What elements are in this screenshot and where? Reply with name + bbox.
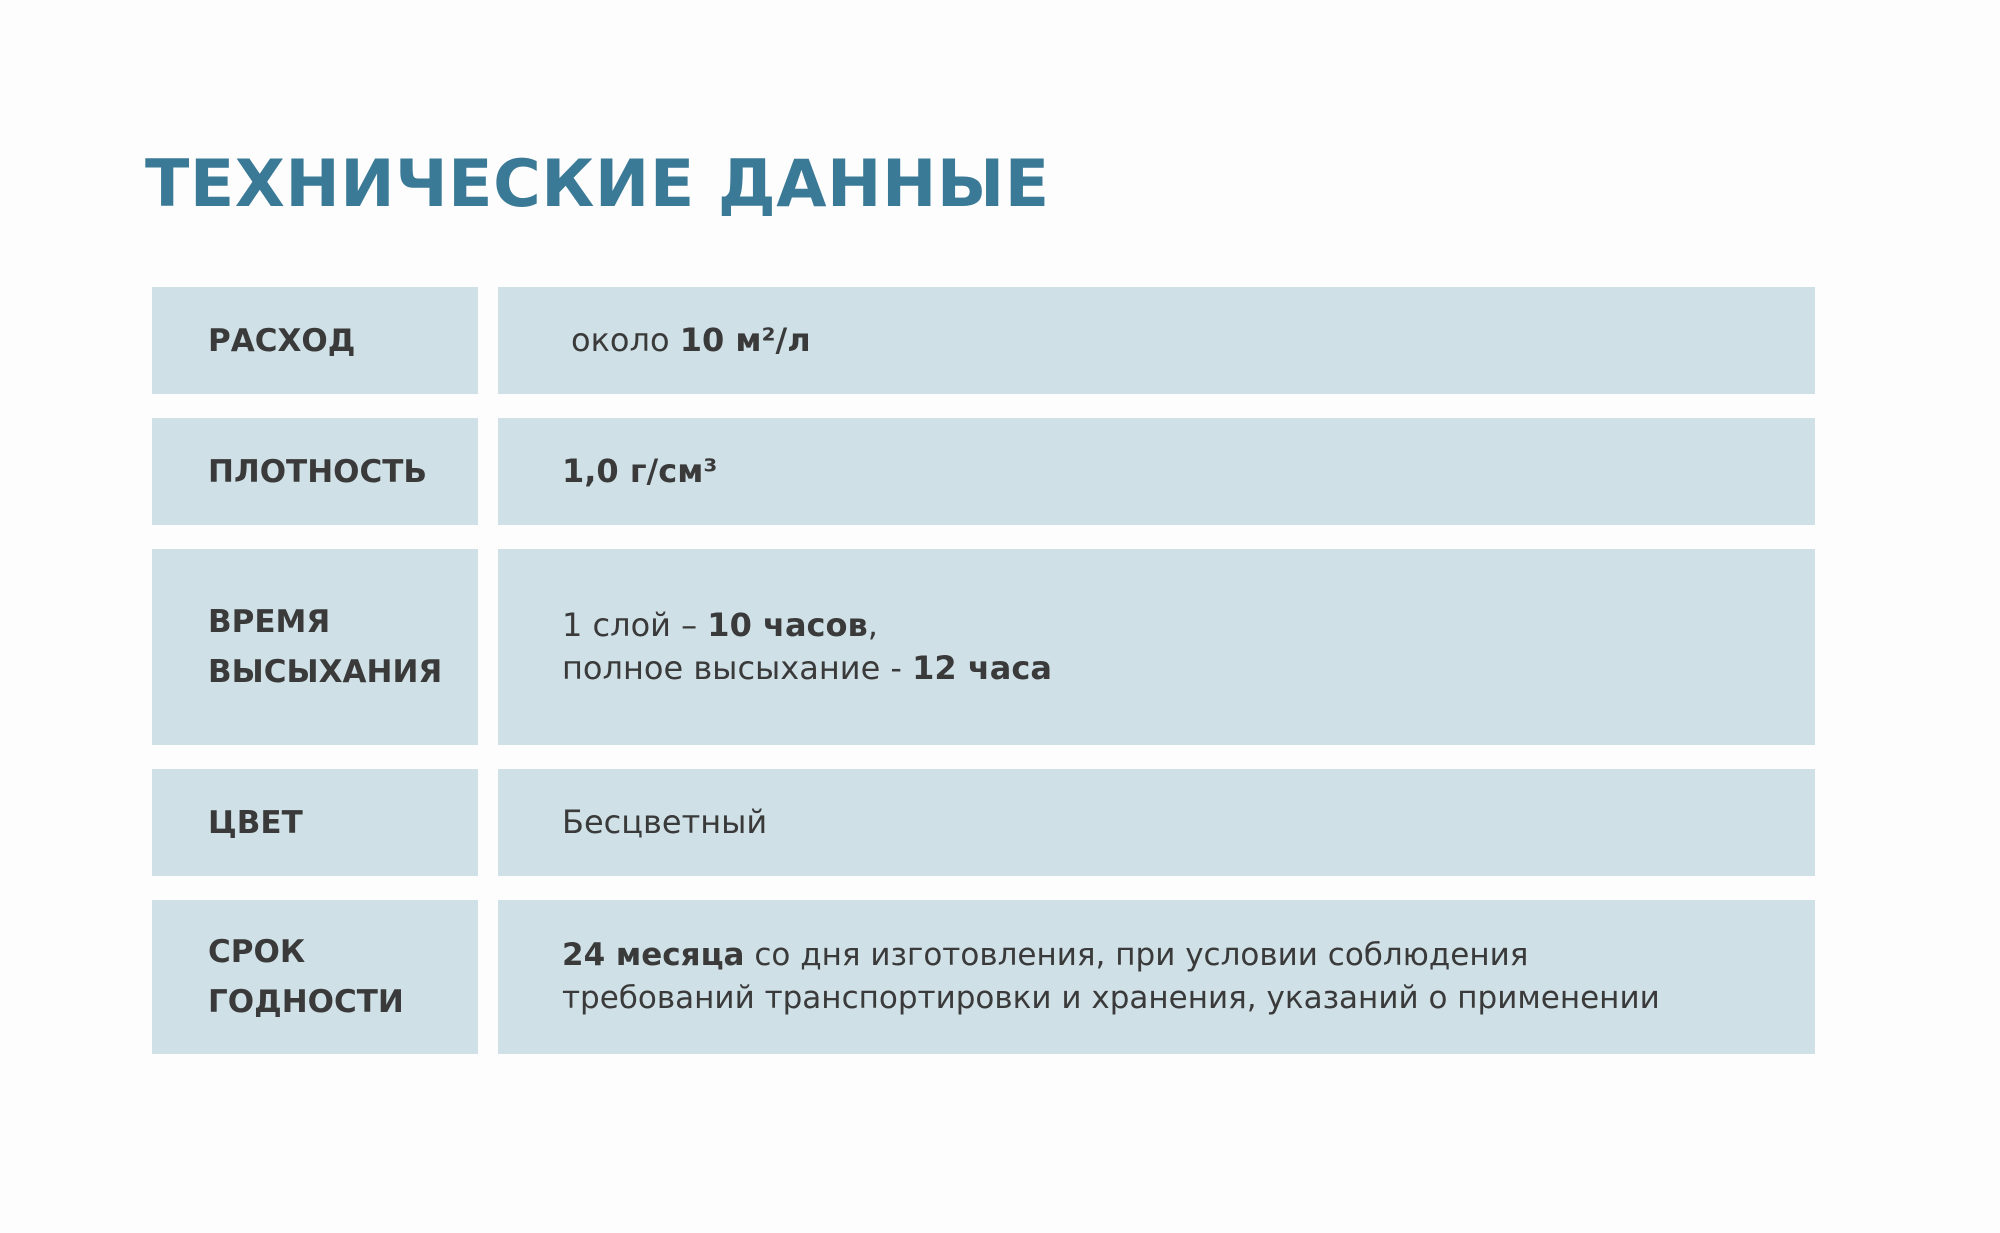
spec-label-line: ПЛОТНОСТЬ — [208, 453, 428, 490]
spec-label-line: ГОДНОСТИ — [208, 984, 404, 1020]
spec-label — [208, 316, 355, 366]
spec-label-cell — [152, 549, 478, 745]
spec-label-line: ЦВЕТ — [208, 804, 303, 841]
spec-label — [208, 447, 427, 497]
spec-value-line — [562, 801, 767, 844]
spec-value — [562, 801, 767, 844]
spec-value-cell — [498, 769, 1815, 876]
spec-value-line — [562, 977, 1660, 1020]
spec-label-cell — [152, 900, 478, 1054]
value-highlight: 1,0 г/см³ — [562, 452, 718, 490]
spec-value — [562, 450, 717, 493]
spec-value-line — [571, 319, 811, 362]
spec-label-cell — [152, 287, 478, 394]
value-text: полное высыхание - — [562, 649, 913, 687]
spec-value-line — [562, 604, 1052, 647]
spec-label — [208, 927, 404, 1027]
page-title: ТЕХНИЧЕСКИЕ ДАННЫЕ — [145, 147, 1050, 222]
spec-label-line: ВЫСЫХАНИЯ — [208, 654, 443, 690]
spec-value-cell — [498, 287, 1815, 394]
spec-label — [208, 597, 442, 697]
technical-data-table — [152, 287, 1815, 1078]
value-text: , — [867, 606, 878, 644]
value-text: 1 слой – — [562, 606, 708, 644]
spec-value-cell — [498, 900, 1815, 1054]
spec-row-color — [152, 769, 1815, 876]
spec-value-line — [562, 934, 1660, 977]
spec-value-line — [562, 647, 1052, 690]
value-highlight: 10 часов — [707, 606, 868, 644]
spec-label-cell — [152, 769, 478, 876]
value-highlight: 12 часа — [912, 649, 1052, 687]
value-highlight: 24 месяца — [562, 937, 745, 973]
spec-value-cell — [498, 549, 1815, 745]
spec-row-shelf-life — [152, 900, 1815, 1054]
spec-value-line — [562, 450, 717, 493]
spec-label — [208, 798, 303, 848]
spec-label-line: РАСХОД — [208, 322, 356, 359]
spec-label-line: ВРЕМЯ — [208, 604, 331, 640]
value-text: около — [571, 321, 680, 359]
spec-row-consumption — [152, 287, 1815, 394]
spec-row-density — [152, 418, 1815, 525]
spec-value — [562, 934, 1660, 1020]
spec-label-line: СРОК — [208, 934, 306, 970]
value-highlight: 10 м²/л — [679, 321, 811, 359]
spec-row-drying-time — [152, 549, 1815, 745]
spec-value-cell — [498, 418, 1815, 525]
value-text: требований транспортировки и хранения, указаний о применении — [562, 980, 1660, 1016]
spec-label-cell — [152, 418, 478, 525]
spec-value — [571, 319, 811, 362]
value-text: со дня изготовления, при условии соблюдения — [744, 937, 1529, 973]
value-text: Бесцветный — [562, 803, 768, 841]
spec-value — [562, 604, 1052, 690]
